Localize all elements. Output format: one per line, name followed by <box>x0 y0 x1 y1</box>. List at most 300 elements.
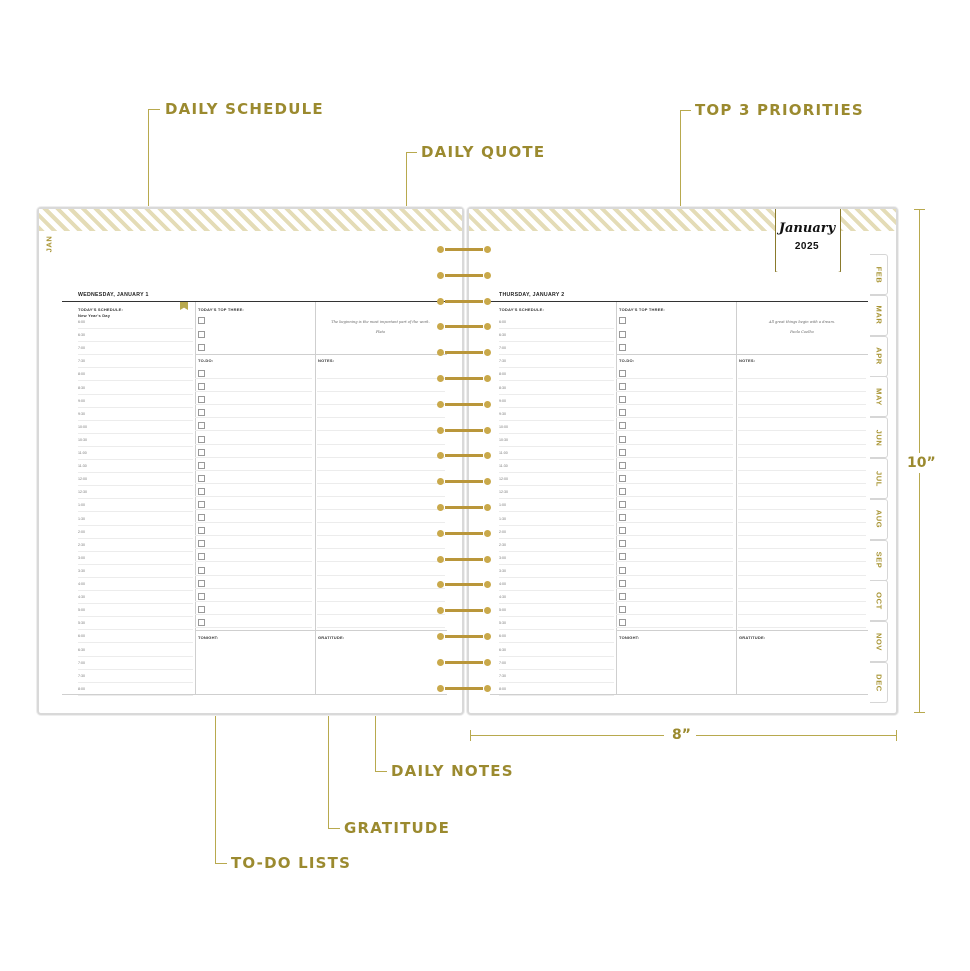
schedule-line <box>499 407 614 408</box>
spiral-coil <box>437 504 491 511</box>
notes-line <box>738 417 866 418</box>
schedule-time: 6:00 <box>499 634 506 639</box>
schedule-time: 6:30 <box>499 333 506 338</box>
schedule-line <box>499 433 614 434</box>
todo-checkbox[interactable] <box>619 449 626 456</box>
spiral-coil <box>437 478 491 485</box>
schedule-line <box>499 564 614 565</box>
todo-line <box>195 378 312 379</box>
todo-checkbox[interactable] <box>198 449 205 456</box>
left-notes-label: NOTES: <box>318 358 335 363</box>
schedule-time: 3:00 <box>499 555 506 560</box>
coil-ring <box>437 607 444 614</box>
schedule-time: 10:00 <box>78 424 87 429</box>
todo-checkbox[interactable] <box>619 580 626 587</box>
todo-checkbox[interactable] <box>619 514 626 521</box>
priority-checkbox[interactable] <box>198 344 205 351</box>
todo-line <box>616 548 733 549</box>
coil-ring <box>437 685 444 692</box>
schedule-line <box>78 394 193 395</box>
notes-line <box>317 627 445 628</box>
notes-line <box>738 561 866 562</box>
schedule-time: 6:30 <box>499 647 506 652</box>
notes-line <box>317 588 445 589</box>
notes-line <box>738 588 866 589</box>
schedule-line <box>499 669 614 670</box>
todo-checkbox[interactable] <box>619 606 626 613</box>
schedule-time: 7:00 <box>78 346 85 351</box>
schedule-time: 6:30 <box>78 647 85 652</box>
schedule-line <box>78 420 193 421</box>
left-quote-author: Plato <box>375 330 386 334</box>
todo-line <box>195 470 312 471</box>
spiral-coil <box>437 556 491 563</box>
notes-line <box>317 444 445 445</box>
notes-line <box>738 548 866 549</box>
coil-ring <box>437 427 444 434</box>
planner-left-page <box>37 207 464 715</box>
schedule-line <box>499 472 614 473</box>
spiral-coil <box>437 685 491 692</box>
coil-bar <box>445 558 483 561</box>
notes-line <box>317 391 445 392</box>
coil-bar <box>445 325 483 328</box>
coil-bar <box>445 635 483 638</box>
coil-ring <box>484 272 491 279</box>
schedule-time: 4:30 <box>78 595 85 600</box>
todo-line <box>616 457 733 458</box>
todo-line <box>616 614 733 615</box>
schedule-time: 7:30 <box>78 673 85 678</box>
schedule-line <box>78 603 193 604</box>
schedule-line <box>78 616 193 617</box>
coil-bar <box>445 351 483 354</box>
schedule-line <box>499 603 614 604</box>
tab-jun[interactable] <box>870 417 888 458</box>
tab-label: JUL <box>874 470 883 487</box>
tab-label: JUN <box>874 429 883 447</box>
todo-checkbox[interactable] <box>198 553 205 560</box>
notes-line <box>738 496 866 497</box>
priority-checkbox[interactable] <box>619 344 626 351</box>
holiday-label: New Year's Day <box>78 313 111 318</box>
notes-line <box>317 417 445 418</box>
schedule-line <box>499 341 614 342</box>
todo-line <box>616 588 733 589</box>
guide-line <box>375 771 387 772</box>
todo-checkbox[interactable] <box>619 475 626 482</box>
dimension-cap <box>896 730 897 741</box>
schedule-time: 8:00 <box>499 686 506 691</box>
coil-bar <box>445 609 483 612</box>
tab-label: FEB <box>874 266 883 283</box>
coil-ring <box>484 607 491 614</box>
right-quote: All great things begin with a dream. <box>768 320 835 324</box>
notes-line <box>738 627 866 628</box>
todo-checkbox[interactable] <box>619 567 626 574</box>
coil-bar <box>445 248 483 251</box>
todo-checkbox[interactable] <box>198 606 205 613</box>
tab-sep[interactable] <box>870 540 888 581</box>
tab-jul[interactable] <box>870 458 888 499</box>
schedule-line <box>499 511 614 512</box>
section-divider <box>62 301 447 302</box>
todo-checkbox[interactable] <box>619 436 626 443</box>
schedule-time: 2:00 <box>499 529 506 534</box>
coil-ring <box>437 478 444 485</box>
spiral-coil <box>437 272 491 279</box>
tab-label: DEC <box>874 673 883 692</box>
notes-line <box>317 509 445 510</box>
todo-checkbox[interactable] <box>619 527 626 534</box>
schedule-line <box>78 341 193 342</box>
todo-checkbox[interactable] <box>619 593 626 600</box>
coil-ring <box>437 556 444 563</box>
left-todo-label: TO-DO: <box>198 358 214 363</box>
notes-line <box>738 601 866 602</box>
todo-line <box>195 601 312 602</box>
schedule-line <box>499 367 614 368</box>
coil-bar <box>445 300 483 303</box>
schedule-time: 10:00 <box>499 424 508 429</box>
notes-line <box>738 509 866 510</box>
schedule-time: 7:00 <box>78 660 85 665</box>
coil-ring <box>484 401 491 408</box>
todo-line <box>616 483 733 484</box>
schedule-line <box>499 328 614 329</box>
notes-line <box>738 575 866 576</box>
todo-line <box>195 614 312 615</box>
schedule-time: 7:30 <box>499 673 506 678</box>
schedule-time: 10:30 <box>78 437 87 442</box>
schedule-time: 9:30 <box>499 411 506 416</box>
todo-line <box>195 430 312 431</box>
schedule-line <box>499 498 614 499</box>
spiral-coil <box>437 298 491 305</box>
todo-checkbox[interactable] <box>619 422 626 429</box>
callout-daily-quote: DAILY QUOTE <box>421 143 546 161</box>
priority-checkbox[interactable] <box>198 331 205 338</box>
coil-ring <box>437 349 444 356</box>
todo-checkbox[interactable] <box>198 475 205 482</box>
section-divider <box>616 354 868 355</box>
coil-bar <box>445 661 483 664</box>
spiral-coil <box>437 452 491 459</box>
todo-line <box>195 548 312 549</box>
coil-ring <box>437 633 444 640</box>
todo-checkbox[interactable] <box>198 383 205 390</box>
notes-line <box>317 575 445 576</box>
todo-checkbox[interactable] <box>198 567 205 574</box>
todo-checkbox[interactable] <box>198 580 205 587</box>
schedule-time: 6:30 <box>78 333 85 338</box>
todo-checkbox[interactable] <box>619 501 626 508</box>
schedule-line <box>78 354 193 355</box>
tab-apr[interactable] <box>870 336 888 377</box>
column-divider <box>315 302 316 694</box>
todo-line <box>616 575 733 576</box>
schedule-line <box>499 459 614 460</box>
section-divider <box>195 354 447 355</box>
todo-line <box>195 561 312 562</box>
schedule-time: 9:00 <box>499 398 506 403</box>
todo-line <box>195 575 312 576</box>
schedule-time: 1:00 <box>78 503 85 508</box>
coil-ring <box>437 298 444 305</box>
right-notes-label: NOTES: <box>739 358 756 363</box>
tab-mar[interactable] <box>870 295 888 336</box>
notes-line <box>317 483 445 484</box>
schedule-line <box>499 656 614 657</box>
schedule-time: 5:00 <box>499 608 506 613</box>
todo-checkbox[interactable] <box>198 462 205 469</box>
todo-line <box>616 430 733 431</box>
schedule-time: 2:30 <box>499 542 506 547</box>
schedule-line <box>78 485 193 486</box>
todo-checkbox[interactable] <box>619 396 626 403</box>
schedule-line <box>78 577 193 578</box>
schedule-line <box>78 656 193 657</box>
tab-label: SEP <box>874 551 883 569</box>
schedule-line <box>78 642 193 643</box>
coil-bar <box>445 454 483 457</box>
notes-line <box>317 522 445 523</box>
todo-checkbox[interactable] <box>198 593 205 600</box>
schedule-time: 8:30 <box>499 385 506 390</box>
todo-line <box>616 601 733 602</box>
left-quote: The beginning is the most important part of the work. <box>331 320 430 324</box>
notes-line <box>317 548 445 549</box>
right-schedule-label: TODAY'S SCHEDULE: <box>499 307 545 312</box>
schedule-line <box>78 629 193 630</box>
todo-line <box>616 378 733 379</box>
schedule-line <box>499 590 614 591</box>
coil-ring <box>484 478 491 485</box>
coil-bar <box>445 687 483 690</box>
schedule-line <box>78 459 193 460</box>
left-tonight-label: TONIGHT: <box>198 635 219 640</box>
section-divider <box>490 301 868 302</box>
tab-may[interactable] <box>870 376 888 417</box>
todo-checkbox[interactable] <box>619 462 626 469</box>
coil-ring <box>484 452 491 459</box>
schedule-time: 12:30 <box>78 490 87 495</box>
schedule-line <box>78 564 193 565</box>
right-top-three-label: TODAY'S TOP THREE: <box>619 307 665 312</box>
schedule-line <box>78 682 193 683</box>
callout-top-priorities: TOP 3 PRIORITIES <box>695 101 864 119</box>
schedule-line <box>78 551 193 552</box>
notes-line <box>738 404 866 405</box>
todo-checkbox[interactable] <box>198 436 205 443</box>
todo-checkbox[interactable] <box>198 409 205 416</box>
schedule-time: 8:00 <box>78 372 85 377</box>
todo-checkbox[interactable] <box>619 409 626 416</box>
tab-aug[interactable] <box>870 499 888 540</box>
schedule-line <box>78 525 193 526</box>
todo-line <box>616 561 733 562</box>
schedule-line <box>78 407 193 408</box>
todo-checkbox[interactable] <box>198 619 205 626</box>
dimension-cap <box>470 730 471 741</box>
notes-line <box>738 457 866 458</box>
notes-line <box>317 496 445 497</box>
tab-label: MAR <box>874 305 883 325</box>
coil-ring <box>484 685 491 692</box>
todo-checkbox[interactable] <box>198 540 205 547</box>
coil-ring <box>437 581 444 588</box>
todo-line <box>195 496 312 497</box>
todo-checkbox[interactable] <box>198 488 205 495</box>
schedule-time: 12:00 <box>78 477 87 482</box>
coil-ring <box>484 246 491 253</box>
todo-line <box>195 483 312 484</box>
todo-checkbox[interactable] <box>198 422 205 429</box>
schedule-line <box>78 380 193 381</box>
spiral-coil <box>437 323 491 330</box>
coil-ring <box>437 375 444 382</box>
tab-feb[interactable] <box>870 254 888 295</box>
tab-nov[interactable] <box>870 621 888 662</box>
spiral-coil <box>437 633 491 640</box>
schedule-time: 3:30 <box>499 568 506 573</box>
section-divider <box>616 630 868 631</box>
tab-oct[interactable] <box>870 580 888 621</box>
todo-line <box>616 496 733 497</box>
column-divider <box>616 302 617 694</box>
todo-checkbox[interactable] <box>619 619 626 626</box>
notes-line <box>317 378 445 379</box>
spiral-coil <box>437 607 491 614</box>
todo-checkbox[interactable] <box>198 396 205 403</box>
right-page-date: THURSDAY, JANUARY 2 <box>499 292 565 298</box>
coil-ring <box>484 298 491 305</box>
schedule-time: 6:00 <box>78 634 85 639</box>
schedule-time: 4:30 <box>499 595 506 600</box>
todo-checkbox[interactable] <box>198 370 205 377</box>
coil-ring <box>437 504 444 511</box>
todo-line <box>616 522 733 523</box>
notes-line <box>738 483 866 484</box>
schedule-time: 7:00 <box>499 660 506 665</box>
spiral-coil <box>437 581 491 588</box>
todo-checkbox[interactable] <box>619 540 626 547</box>
schedule-time: 2:30 <box>78 542 85 547</box>
spiral-coil <box>437 375 491 382</box>
coil-ring <box>484 581 491 588</box>
todo-line <box>195 627 312 628</box>
coil-ring <box>437 452 444 459</box>
coil-ring <box>484 375 491 382</box>
notes-line <box>738 378 866 379</box>
coil-ring <box>484 349 491 356</box>
todo-checkbox[interactable] <box>198 527 205 534</box>
coil-bar <box>445 274 483 277</box>
callout-daily-schedule: DAILY SCHEDULE <box>165 100 324 118</box>
coil-ring <box>437 272 444 279</box>
todo-checkbox[interactable] <box>198 514 205 521</box>
schedule-time: 7:30 <box>499 359 506 364</box>
schedule-time: 8:00 <box>78 686 85 691</box>
coil-ring <box>437 246 444 253</box>
todo-line <box>195 417 312 418</box>
todo-checkbox[interactable] <box>619 370 626 377</box>
priority-checkbox[interactable] <box>198 317 205 324</box>
todo-checkbox[interactable] <box>619 553 626 560</box>
schedule-line <box>78 433 193 434</box>
schedule-line <box>78 669 193 670</box>
notes-line <box>738 614 866 615</box>
notes-line <box>738 470 866 471</box>
schedule-time: 2:00 <box>78 529 85 534</box>
schedule-time: 9:30 <box>78 411 85 416</box>
notes-line <box>317 535 445 536</box>
todo-line <box>616 417 733 418</box>
schedule-time: 11:00 <box>499 451 508 455</box>
notes-line <box>317 457 445 458</box>
spiral-coil <box>437 349 491 356</box>
coil-ring <box>437 659 444 666</box>
todo-checkbox[interactable] <box>619 383 626 390</box>
tab-label: OCT <box>874 592 883 610</box>
todo-line <box>195 404 312 405</box>
notes-line <box>738 535 866 536</box>
schedule-time: 10:30 <box>499 437 508 442</box>
todo-checkbox[interactable] <box>198 501 205 508</box>
schedule-time: 1:30 <box>78 516 85 521</box>
schedule-time: 1:00 <box>499 503 506 508</box>
schedule-time: 11:00 <box>78 451 87 455</box>
todo-checkbox[interactable] <box>619 488 626 495</box>
schedule-time: 5:30 <box>78 621 85 626</box>
schedule-line <box>499 642 614 643</box>
callout-daily-notes: DAILY NOTES <box>391 762 514 780</box>
schedule-line <box>78 367 193 368</box>
tab-dec[interactable] <box>870 662 888 703</box>
schedule-time: 9:00 <box>78 398 85 403</box>
schedule-time: 5:00 <box>78 608 85 613</box>
schedule-line <box>499 551 614 552</box>
right-quote-author: Paolo Coelho <box>790 330 814 334</box>
todo-line <box>195 509 312 510</box>
todo-line <box>616 509 733 510</box>
todo-line <box>616 391 733 392</box>
schedule-time: 6:00 <box>499 320 506 324</box>
schedule-time: 4:00 <box>78 582 85 586</box>
right-todo-label: TO-DO: <box>619 358 635 363</box>
tab-jan[interactable]: JAN <box>44 235 54 253</box>
schedule-line <box>78 446 193 447</box>
page-bottom-line <box>490 694 868 695</box>
schedule-line <box>499 629 614 630</box>
schedule-line <box>78 472 193 473</box>
schedule-time: 11:30 <box>78 464 87 469</box>
schedule-line <box>78 511 193 512</box>
todo-line <box>195 391 312 392</box>
notes-line <box>738 430 866 431</box>
dimension-cap <box>914 712 925 713</box>
priority-checkbox[interactable] <box>619 317 626 324</box>
coil-ring <box>484 633 491 640</box>
schedule-time: 8:30 <box>78 385 85 390</box>
todo-line <box>616 444 733 445</box>
schedule-line <box>499 616 614 617</box>
schedule-line <box>78 538 193 539</box>
schedule-line <box>78 498 193 499</box>
priority-checkbox[interactable] <box>619 331 626 338</box>
schedule-line <box>499 525 614 526</box>
decorative-stripe <box>39 209 462 231</box>
